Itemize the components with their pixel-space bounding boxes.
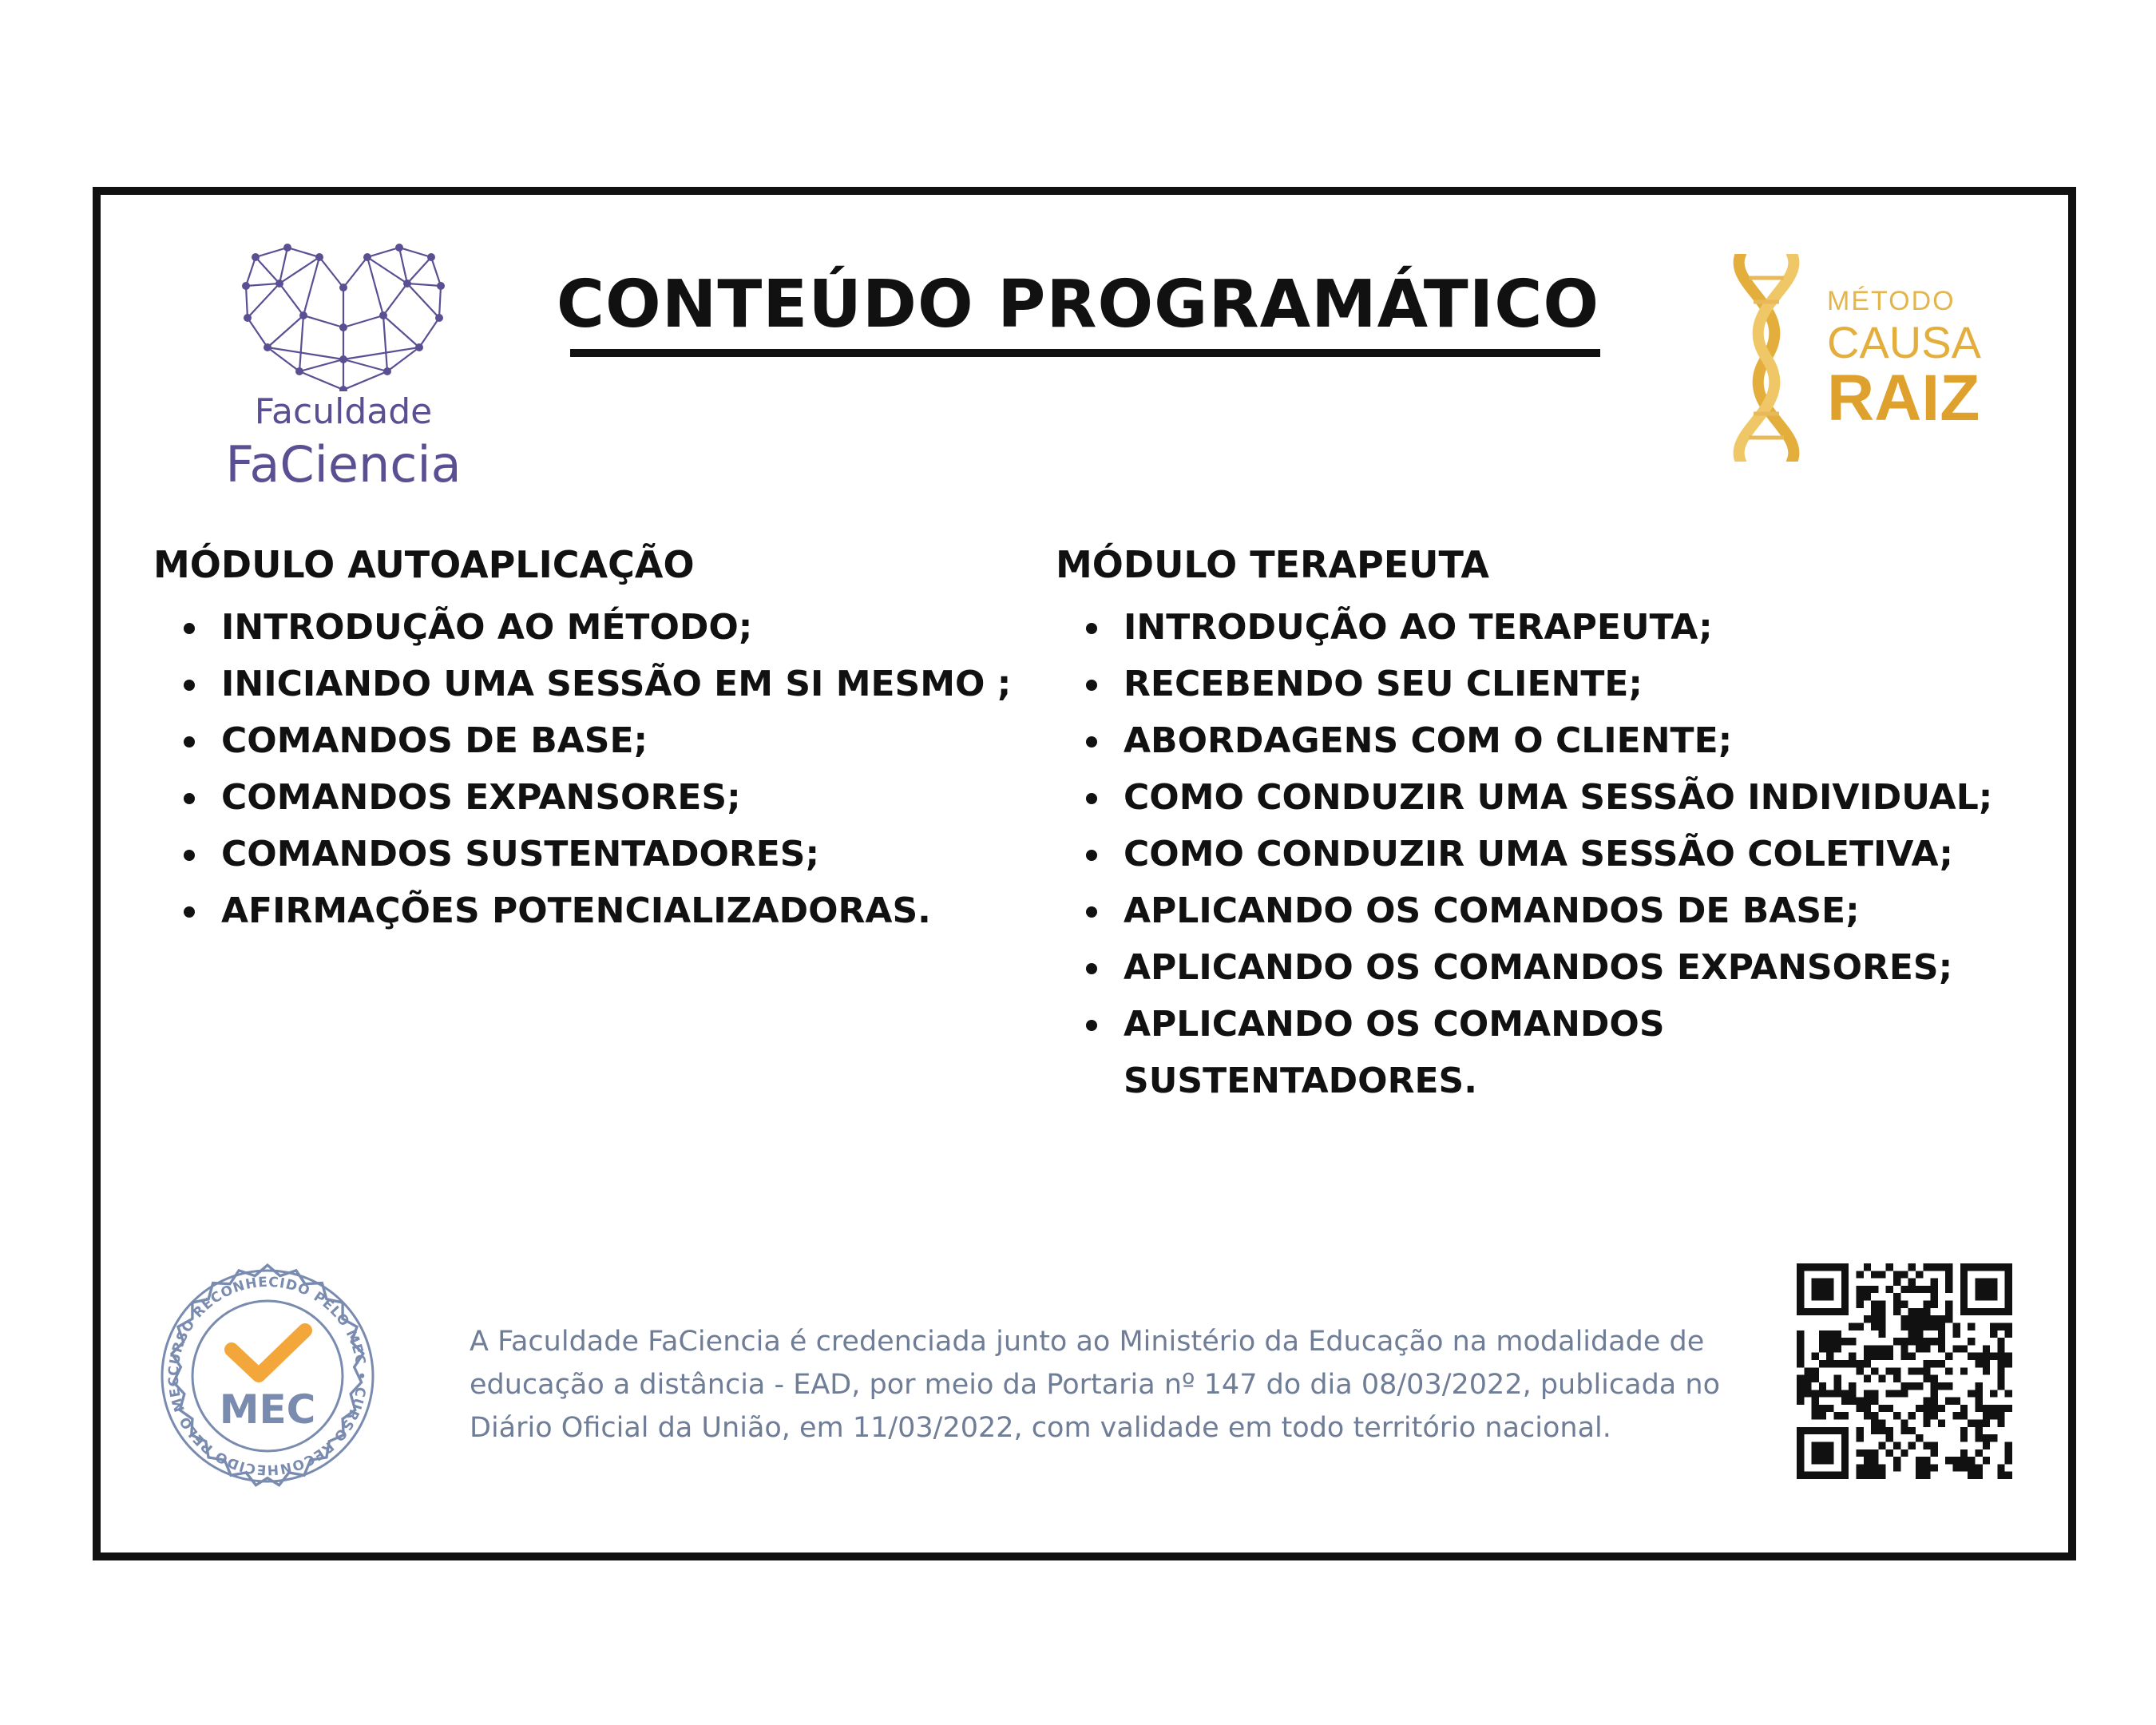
module-items-list <box>1056 599 2062 1109</box>
mec-seal-icon <box>145 1254 390 1498</box>
mec-seal <box>145 1254 390 1498</box>
accreditation-notice <box>470 1320 1747 1449</box>
list-item: COMANDOS EXPANSORES; <box>221 769 1072 826</box>
page-title: CONTEÚDO PROGRAMÁTICO <box>556 267 1600 343</box>
module-items-list <box>153 599 1072 939</box>
notice-line: educação a distância - EAD, por meio da Portaria nº 147 do dia 08/03/2022, publicada no <box>470 1369 1720 1401</box>
list-item: INTRODUÇÃO AO MÉTODO; <box>221 599 1072 656</box>
module-terapeuta <box>1056 540 2062 1109</box>
raiz-label: RAIZ <box>1827 362 1980 434</box>
notice-line: A Faculdade FaCiencia é credenciada junto ao Ministério da Educação na modalidade de <box>470 1326 1705 1358</box>
list-item: COMANDOS SUSTENTADORES; <box>221 826 1072 882</box>
list-item: COMANDOS DE BASE; <box>221 712 1072 769</box>
qr-code[interactable] <box>1797 1263 2012 1479</box>
qr-code-image <box>1797 1263 2012 1479</box>
list-item: INTRODUÇÃO AO TERAPEUTA; <box>1124 599 2062 656</box>
module-autoaplicacao <box>153 540 1072 939</box>
list-item: RECEBENDO SEU CLIENTE; <box>1124 656 2062 712</box>
causa-label: CAUSA <box>1827 317 1981 367</box>
notice-line: Diário Oficial da União, em 11/03/2022, com validade em todo território nacional. <box>470 1412 1611 1444</box>
faculdade-label: Faculdade <box>254 391 433 432</box>
title-underline <box>570 349 1600 357</box>
dna-helix-icon <box>1718 254 1814 462</box>
faciencia-label: FaCiencia <box>225 435 462 494</box>
list-item: APLICANDO OS COMANDOS SUSTENTADORES. <box>1124 996 1714 1109</box>
list-item: APLICANDO OS COMANDOS DE BASE; <box>1124 882 2062 939</box>
list-item: COMO CONDUZIR UMA SESSÃO INDIVIDUAL; <box>1124 769 2062 826</box>
list-item: INICIANDO UMA SESSÃO EM SI MESMO ; <box>221 656 1072 712</box>
seal-ring-text: CURSO RECONHECIDO PELO MEC • CURSO RECONHECIDO PELO MEC <box>165 1274 370 1478</box>
module-heading: MÓDULO TERAPEUTA <box>1056 543 1489 586</box>
list-item: ABORDAGENS COM O CLIENTE; <box>1124 712 2062 769</box>
list-item: COMO CONDUZIR UMA SESSÃO COLETIVA; <box>1124 826 2062 882</box>
module-heading: MÓDULO AUTOAPLICAÇÃO <box>153 543 695 586</box>
metodo-label: MÉTODO <box>1827 286 1956 316</box>
metodo-causa-raiz-logo <box>1717 254 2004 470</box>
list-item: AFIRMAÇÕES POTENCIALIZADORAS. <box>221 882 1072 939</box>
list-item: APLICANDO OS COMANDOS EXPANSORES; <box>1124 939 2062 996</box>
seal-mec-label: MEC <box>219 1386 316 1433</box>
